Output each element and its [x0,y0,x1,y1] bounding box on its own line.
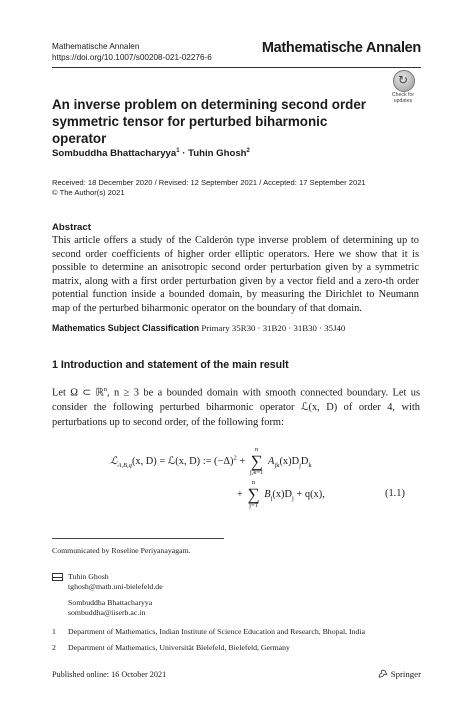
equation-text: (x, D) = ℒ(x, D) := (−Δ) [131,455,234,467]
intro-text: Let Ω ⊂ ℝ [52,387,104,399]
journal-brand: Mathematische Annalen [261,40,421,56]
operator-subscript: A,B,q [117,461,132,469]
section-heading: 1 Introduction and statement of the main result [52,359,289,371]
communicated-by: Communicated by Roseline Periyanayagam. [52,546,191,555]
publisher-name: Springer [390,669,421,679]
term-subscript: j [299,461,301,469]
msc-label: Mathematics Subject Classification [52,323,200,333]
term-symbol: A [268,455,275,467]
term-subscript: j [292,494,294,502]
author-separator: · [179,148,189,160]
affiliation-number: 2 [52,643,56,652]
abstract-body: This article offers a study of the Calderón type inverse problem of determining up to second order coefficients of higher order elliptic operators. Here we show that it is possible to determine an anisotropic second order perturbation given by a symmetric matrix, along with a first order perturbation given by a vector field and a zero-th order potential function inside a bounded domain, by measuring the Dirichlet to Neumann map of the perturbed biharmonic operator on the boundary of that domain. [52,235,419,314]
check-for-updates-icon: ↻ [393,70,415,92]
term-subscript: j [270,494,273,502]
check-for-updates-badge[interactable] [386,70,420,104]
contact-name: Tuhin Ghosh [68,572,109,581]
journal-name: Mathematische Annalen [52,42,140,51]
badge-line2: updates [393,98,413,104]
springer-horse-icon [378,669,388,678]
copyright: © The Author(s) 2021 [52,188,125,197]
affiliation-text: Department of Mathematics, Indian Institute of Science Education and Research, Bhopal, India [68,627,366,636]
author-name[interactable]: Sombuddha Bhattacharyya [52,148,177,160]
sum-upper: n [251,479,256,486]
intro-superscript: n [103,386,108,393]
envelope-icon [52,573,63,581]
equation-plus: + [236,455,248,467]
equation-power: 2 [233,454,237,462]
msc-line [52,323,345,333]
term-text: + q(x), [293,488,325,500]
term-text: (x)D [272,488,293,500]
publisher-logo[interactable] [378,669,421,679]
abstract-heading: Abstract [52,222,91,233]
doi-link[interactable]: https://doi.org/10.1007/s00208-021-02276-6 [52,53,212,62]
equation-number[interactable]: (1.1) [385,488,405,499]
contact-email[interactable]: tghosh@math.uni-bielefeld.de [68,582,163,591]
intro-text: , n ≥ 3 be a bounded domain with smooth connected boundary. Let us consider the following perturbed biharmonic operator ℒ(x, D) of order 4, with perturbations up to second order, of the following form: [52,387,421,429]
summation-symbol [247,479,259,510]
equation-line-2 [237,479,325,510]
badge-line1: Check for [391,92,415,98]
author-name[interactable]: Tuhin Ghosh [188,148,247,160]
contact-name: Sombuddha Bhattacharyya [68,598,153,607]
term-text: D [300,455,309,467]
sum-lower: j=1 [249,502,258,509]
term-subscript: k [308,461,312,469]
sum-lower: j,k=1 [249,469,264,476]
sum-upper: n [255,446,259,453]
article-dates: Received: 18 December 2020 / Revised: 12 September 2021 / Accepted: 17 September 2021 [52,178,366,187]
affiliation-marker: 1 [176,148,180,154]
summation-symbol [250,446,264,477]
term-text: (x)D [279,455,300,467]
operator-symbol: ℒ [110,455,118,467]
contact-email[interactable]: sombuddha@iiserb.ac.in [68,608,146,617]
term-subscript: jk [274,461,280,469]
intro-paragraph [52,382,420,430]
sigma-glyph: ∑ [250,452,263,471]
article-title: An inverse problem on determining second order symmetric tensor for perturbed biharmonic operator [52,97,366,146]
equation-line-1 [110,446,312,477]
published-date: Published online: 16 October 2021 [52,670,167,679]
affiliation-marker: 2 [246,148,250,154]
footnote-rule [52,538,224,539]
author-list [52,148,250,159]
affiliation-number: 1 [52,627,56,636]
sigma-glyph: ∑ [247,485,260,504]
affiliation-text: Department of Mathematics, Universität Bielefeld, Bielefeld, Germany [68,643,290,652]
msc-codes: Primary 35R30 · 31B20 · 31B30 · 35J40 [201,323,346,333]
equation-plus: + [237,488,243,500]
term-symbol: B [264,488,271,500]
header-rule [52,67,421,68]
